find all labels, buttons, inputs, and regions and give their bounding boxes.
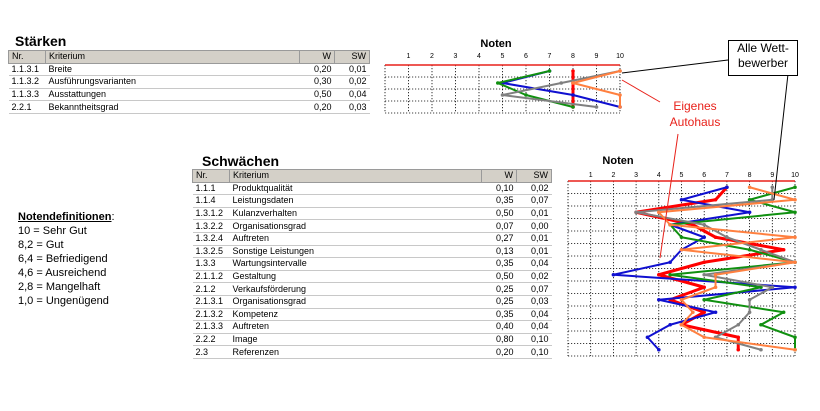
row-sw: 0,01 — [517, 232, 552, 245]
competitors-callout — [728, 40, 798, 76]
row-kriterium: Wartungsintervalle — [230, 258, 482, 271]
x-tick-label: 6 — [702, 172, 707, 179]
row-kriterium: Ausführungsvarianten — [46, 76, 300, 89]
row-nr: 2.1.1.2 — [193, 270, 230, 283]
x-tick-label: 8 — [571, 53, 575, 60]
row-kriterium: Verkaufsförderung — [230, 283, 482, 296]
row-sw: 0,00 — [517, 220, 552, 233]
row-sw: 0,03 — [335, 101, 370, 114]
row-w: 0,20 — [300, 63, 335, 76]
row-w: 0,35 — [482, 308, 517, 321]
x-tick-label: 7 — [547, 53, 552, 60]
row-nr: 1.1.3.2 — [9, 76, 46, 89]
row-kriterium: Sonstige Leistungen — [230, 245, 482, 258]
row-sw: 0,04 — [517, 321, 552, 334]
row-w: 0,25 — [482, 295, 517, 308]
col-nr: Nr. — [193, 170, 230, 183]
row-sw: 0,07 — [517, 283, 552, 296]
row-w: 0,35 — [482, 258, 517, 271]
row-kriterium: Gestaltung — [230, 270, 482, 283]
own-connector-top — [622, 80, 660, 102]
notendefinitionen-colon: : — [111, 211, 115, 223]
row-sw: 0,01 — [517, 245, 552, 258]
row-kriterium: Bekanntheitsgrad — [46, 101, 300, 114]
row-nr: 2.2.2 — [193, 333, 230, 346]
own-connector-bottom — [660, 134, 678, 258]
x-tick-label: 10 — [791, 172, 799, 179]
row-nr: 1.1.3.3 — [9, 88, 46, 101]
row-nr: 1.3.2.2 — [193, 220, 230, 233]
row-kriterium: Image — [230, 333, 482, 346]
row-sw: 0,04 — [517, 258, 552, 271]
x-tick-label: 5 — [500, 53, 505, 60]
col-sw: SW — [517, 170, 552, 183]
row-kriterium: Produktqualität — [230, 182, 482, 195]
notendefinition-item: 2,8 = Mangelhaft — [18, 281, 101, 293]
x-tick-label: 3 — [634, 172, 639, 179]
row-sw: 0,01 — [517, 207, 552, 220]
row-kriterium: Organisationsgrad — [230, 295, 482, 308]
notendefinition-item: 4,6 = Ausreichend — [18, 267, 107, 279]
x-tick-label: 4 — [477, 53, 481, 60]
row-sw: 0,02 — [517, 182, 552, 195]
notendefinition-item: 10 = Sehr Gut — [18, 225, 87, 237]
row-w: 0,20 — [482, 346, 517, 359]
row-kriterium: Auftreten — [230, 232, 482, 245]
col-sw: SW — [335, 51, 370, 64]
competitors-callout-line1: Alle Wett- — [737, 41, 789, 55]
competitors-callout-line2: bewerber — [737, 56, 789, 70]
competitors-connector-top — [622, 60, 728, 73]
row-w: 0,20 — [300, 101, 335, 114]
row-kriterium: Referenzen — [230, 346, 482, 359]
staerken-chart-title: Noten — [480, 38, 512, 50]
col-nr: Nr. — [9, 51, 46, 64]
x-tick-label: 6 — [524, 53, 528, 60]
row-sw: 0,03 — [517, 295, 552, 308]
col-w: W — [300, 51, 335, 64]
x-tick-label: 7 — [724, 172, 729, 179]
notendefinition-item: 1,0 = Ungenügend — [18, 295, 109, 307]
row-sw: 0,07 — [517, 195, 552, 208]
row-nr: 2.3 — [193, 346, 230, 359]
row-nr: 1.3.3 — [193, 258, 230, 271]
row-kriterium: Auftreten — [230, 321, 482, 334]
schwaechen-chart-title: Noten — [602, 155, 634, 167]
col-kriterium: Kriterium — [46, 51, 300, 64]
row-nr: 1.1.4 — [193, 195, 230, 208]
competitors-connector-bottom — [774, 74, 788, 200]
row-sw: 0,04 — [335, 88, 370, 101]
row-w: 0,50 — [482, 270, 517, 283]
row-sw: 0,02 — [517, 270, 552, 283]
notendefinition-item: 6,4 = Befriedigend — [18, 253, 108, 265]
staerken-title: Stärken — [15, 33, 67, 49]
row-w: 0,50 — [300, 88, 335, 101]
row-nr: 2.1.2 — [193, 283, 230, 296]
row-kriterium: Leistungsdaten — [230, 195, 482, 208]
schwaechen-title: Schwächen — [202, 153, 280, 169]
row-kriterium: Organisationsgrad — [230, 220, 482, 233]
row-nr: 2.1.3.3 — [193, 321, 230, 334]
x-tick-label: 1 — [588, 172, 593, 179]
col-kriterium: Kriterium — [230, 170, 482, 183]
notendefinition-item: 8,2 = Gut — [18, 239, 64, 251]
x-tick-label: 9 — [594, 53, 599, 60]
row-nr: 1.3.2.5 — [193, 245, 230, 258]
row-sw: 0,01 — [335, 63, 370, 76]
x-tick-label: 2 — [611, 172, 616, 179]
row-sw: 0,10 — [517, 333, 552, 346]
col-w: W — [482, 170, 517, 183]
row-nr: 2.1.3.1 — [193, 295, 230, 308]
row-sw: 0,04 — [517, 308, 552, 321]
row-w: 0,10 — [482, 182, 517, 195]
row-kriterium: Kompetenz — [230, 308, 482, 321]
row-sw: 0,10 — [517, 346, 552, 359]
own-callout-line2: Autohaus — [669, 115, 721, 129]
row-kriterium: Ausstattungen — [46, 88, 300, 101]
row-nr: 2.2.1 — [9, 101, 46, 114]
x-tick-label: 5 — [679, 172, 684, 179]
row-w: 0,80 — [482, 333, 517, 346]
row-nr: 1.1.3.1 — [9, 63, 46, 76]
x-tick-label: 9 — [770, 172, 775, 179]
x-tick-label: 2 — [430, 53, 434, 60]
own-callout — [660, 98, 730, 130]
own-callout-line1: Eigenes — [673, 99, 717, 113]
row-sw: 0,02 — [335, 76, 370, 89]
row-w: 0,30 — [300, 76, 335, 89]
row-w: 0,13 — [482, 245, 517, 258]
row-w: 0,25 — [482, 283, 517, 296]
row-w: 0,35 — [482, 195, 517, 208]
x-tick-label: 3 — [453, 53, 458, 60]
row-kriterium: Breite — [46, 63, 300, 76]
row-kriterium: Kulanzverhalten — [230, 207, 482, 220]
row-nr: 2.1.3.2 — [193, 308, 230, 321]
x-tick-label: 8 — [747, 172, 752, 179]
row-nr: 1.3.1.2 — [193, 207, 230, 220]
x-tick-label: 10 — [616, 53, 624, 60]
row-nr: 1.3.2.4 — [193, 232, 230, 245]
row-w: 0,40 — [482, 321, 517, 334]
row-w: 0,07 — [482, 220, 517, 233]
row-w: 0,50 — [482, 207, 517, 220]
x-tick-label: 4 — [656, 172, 661, 179]
x-tick-label: 1 — [406, 53, 411, 60]
row-nr: 1.1.1 — [193, 182, 230, 195]
row-w: 0,27 — [482, 232, 517, 245]
notendefinitionen-heading: Notendefinitionen — [18, 211, 112, 223]
